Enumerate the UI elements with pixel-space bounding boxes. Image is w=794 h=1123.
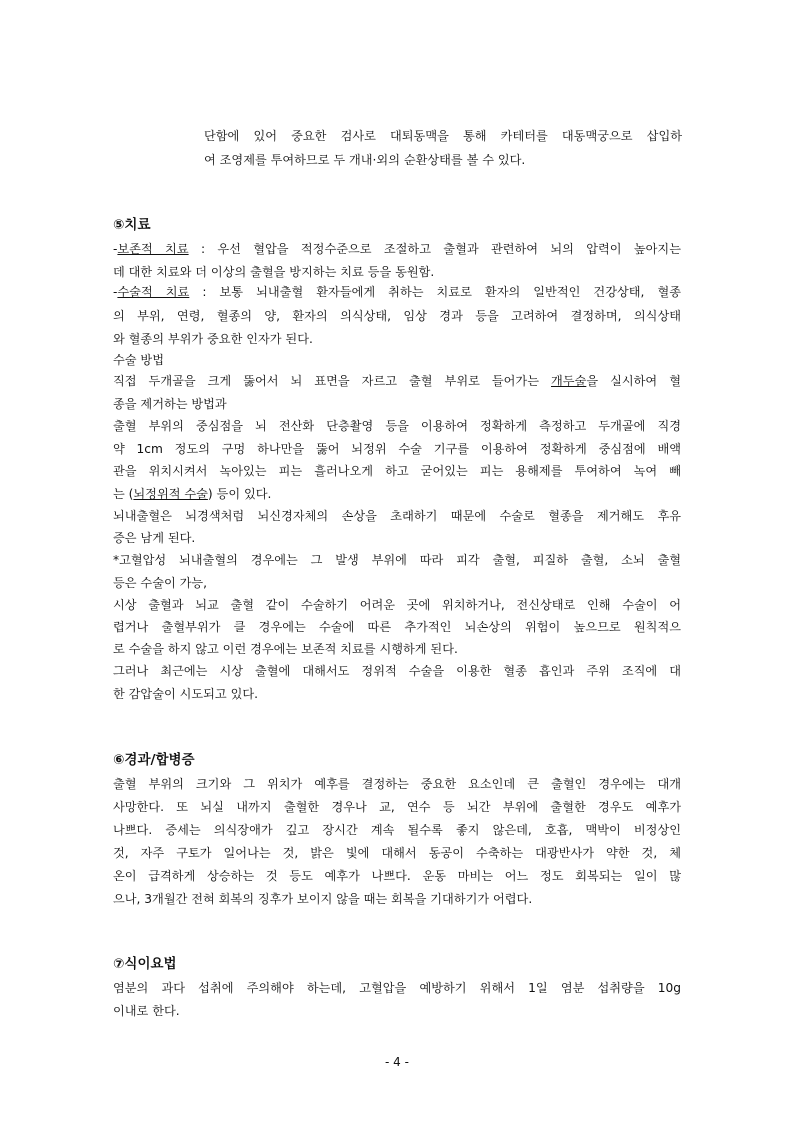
surgical-text: : 보통 뇌내출혈 환자들에게 취하는 치료로 환자의 일반적인 건강상태, 혈종 [189,285,681,299]
surgical-line-3: 와 혈종의 부위가 중요한 인자가 된다. [113,332,313,346]
course-line-5: 온이 급격하게 상승하는 것 등도 예후가 나쁘다. 운동 마비는 어느 정도 회복되는 일이 많 [113,869,681,883]
stereotactic-term: 뇌정위적 수술 [133,487,208,501]
method2-line-1: 출혈 부위의 중심점을 뇌 전산화 단층촬영 등을 이용하여 정확하게 측정하고 두개골에 직경 [113,419,681,433]
method2-line-3: 관을 위치시켜서 녹아있는 피는 흘러나오게 하고 굳어있는 피는 용해제를 투여하여 녹여 빼 [113,464,681,478]
thal-line-3: 로 수술을 하지 않고 이런 경우에는 보존적 치료를 시행하게 된다. [113,642,458,656]
thal-line-2: 렵거나 출혈부위가 클 경우에는 수술에 따른 추가적인 뇌손상의 위험이 높으므로 원칙적으 [113,620,681,634]
method2-text-b: ) 등이 있다. [207,487,272,501]
diet-line-2: 이내로 한다. [113,1004,180,1018]
method2-line-4 [113,486,681,502]
surgical-term: 수술적 치료 [117,285,190,299]
hyper-line-2: 등은 수술이 가능, [113,576,208,590]
craniotomy-term: 개두술 [551,374,587,388]
dash: - [113,285,118,299]
course-line-3: 나쁘다. 증세는 의식장애가 깊고 장시간 계속 될수록 좋지 않은데, 호흡, 맥박이 비정상인 [113,823,681,837]
page-number: - 4 - [385,1055,409,1069]
method1-line-1 [113,373,681,389]
section-7-heading: ⑦식이요법 [113,956,177,972]
section-6-heading: ⑥경과/합병증 [113,752,195,768]
course-line-4: 것, 자주 구토가 일어나는 것, 밝은 빛에 대해서 동공이 수축하는 대광반사가 약한 것, 체 [113,846,681,860]
diet-line-1: 염분의 과다 섭취에 주의해야 하는데, 고혈압을 예방하기 위해서 1일 염분 섭취량을 10g [113,981,681,995]
conservative-line-2: 데 대한 치료와 더 이상의 출혈을 방지하는 치료 등을 동원함. [113,265,435,279]
intro-line-1: 단함에 있어 중요한 검사로 대퇴동맥을 통해 카테터를 대동맥궁으로 삽입하 [204,129,682,143]
intro-line-2: 여 조영제를 투여하므로 두 개내·외의 순환상태를 볼 수 있다. [204,153,526,167]
hyper-line-1: *고혈압성 뇌내출혈의 경우에는 그 발생 부위에 따라 피각 출혈, 피질하 출혈, 소뇌 출혈 [113,553,681,567]
method2-line-2: 약 1cm 정도의 구멍 하나만을 뚫어 뇌정위 수술 기구를 이용하여 정확하게 중심점에 배액 [113,442,681,456]
course-line-6: 으나, 3개월간 전혀 회복의 징후가 보이지 않을 때는 회복을 기대하기가 어렵다. [113,892,533,906]
note-line-1: 뇌내출혈은 뇌경색처럼 뇌신경자체의 손상을 초래하기 때문에 수술로 혈종을 제거해도 후유 [113,509,681,523]
course-line-1: 출혈 부위의 크기와 그 위치가 예후를 결정하는 중요한 요소인데 큰 출혈인 경우에는 대개 [113,777,681,791]
course-line-2: 사망한다. 또 뇌실 내까지 출혈한 경우나 교, 연수 등 뇌간 부위에 출혈한 경우도 예후가 [113,800,681,814]
dash: - [113,242,118,256]
surgical-line-1 [113,284,681,300]
note-line-2: 증은 남게 된다. [113,531,196,545]
method2-text-a: 는 ( [113,487,134,501]
conservative-term: 보존적 치료 [117,242,189,256]
conservative-line-1 [113,241,681,257]
conservative-text: : 우선 혈압을 적정수준으로 조절하고 출혈과 관련하여 뇌의 압력이 높아지는 [188,242,681,256]
recent-line-2: 한 감압술이 시도되고 있다. [113,687,259,701]
section-5-heading: ⑤치료 [113,217,151,233]
method1-text-a: 직접 두개골을 크게 뚫어서 뇌 표면을 자르고 출혈 부위로 들어가는 [113,374,551,388]
method1-text-b: 을 실시하여 혈 [586,374,681,388]
recent-line-1: 그러나 최근에는 시상 출혈에 대해서도 정위적 수술을 이용한 혈종 흡인과 주위 조직에 대 [113,664,681,678]
thal-line-1: 시상 출혈과 뇌교 출혈 같이 수술하기 어려운 곳에 위치하거나, 전신상태로 인해 수술이 어 [113,598,681,612]
surgical-line-2: 의 부위, 연령, 혈종의 양, 환자의 의식상태, 임상 경과 등을 고려하여 결정하며, 의식상태 [113,309,681,323]
method1-line-2: 종을 제거하는 방법과 [113,397,227,411]
method-label: 수술 방법 [113,353,164,367]
